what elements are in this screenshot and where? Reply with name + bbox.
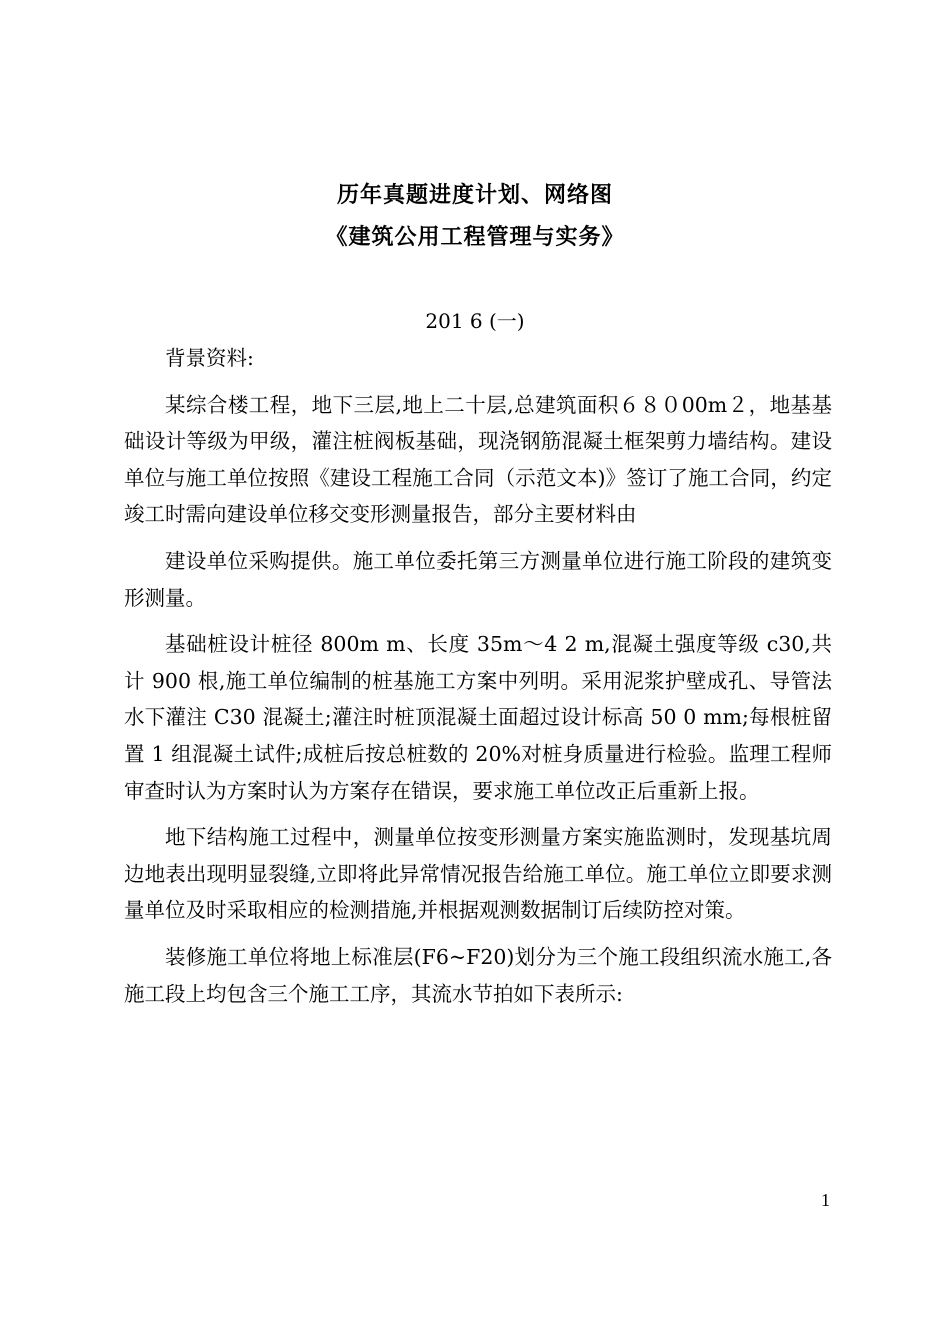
paragraph: 地下结构施工过程中，测量单位按变形测量方案实施监测时，发现基坑周边地表出现明显裂缝,立即将此异常情况报告给施工单位。施工单位立即要求测量单位及时采取相应的检测措施,并根据观测数据制订后续防控对策。 (124, 825, 832, 923)
year-heading: 201 6 (一) (425, 309, 525, 333)
page-number: 1 (821, 1190, 830, 1210)
paragraph: 某综合楼工程，地下三层,地上二十层,总建筑面积６８０00m２，地基基础设计等级为甲级，灌注桩阀板基础，现浇钢筋混凝土框架剪力墙结构。建设单位与施工单位按照《建设工程施工合同（示范文本)》签订了施工合同，约定竣工时需向建设单位移交变形测量报告，部分主要材料由 (124, 392, 832, 527)
document-body (124, 340, 832, 1022)
paragraph: 装修施工单位将地上标准层(F6~F20)划分为三个施工段组织流水施工,各施工段上均包含三个施工工序，其流水节拍如下表所示: (124, 944, 832, 1006)
paragraph: 建设单位采购提供。施工单位委托第三方测量单位进行施工阶段的建筑变形测量。 (124, 548, 832, 610)
paragraph: 基础桩设计桩径 800m m、长度 35m～4 2 m,混凝土强度等级 c30,共计 900 根,施工单位编制的桩基施工方案中列明。采用泥浆护壁成孔、导管法水下灌注 C30 混凝土;灌注时桩顶混凝土面超过设计标高 50 0 mm;每根桩留置 1 组混凝土试件;成桩后按总桩数的 20%对桩身质量进行检验。监理工程师审查时认为方案时认为方案存在错误，要求施工单位改正后重新上报。 (124, 632, 832, 803)
document-title: 历年真题进度计划、网络图 (336, 183, 613, 208)
document-subtitle: 《建筑公用工程管理与实务》 (325, 225, 625, 250)
paragraph-background-label: 背景资料: (165, 346, 254, 370)
